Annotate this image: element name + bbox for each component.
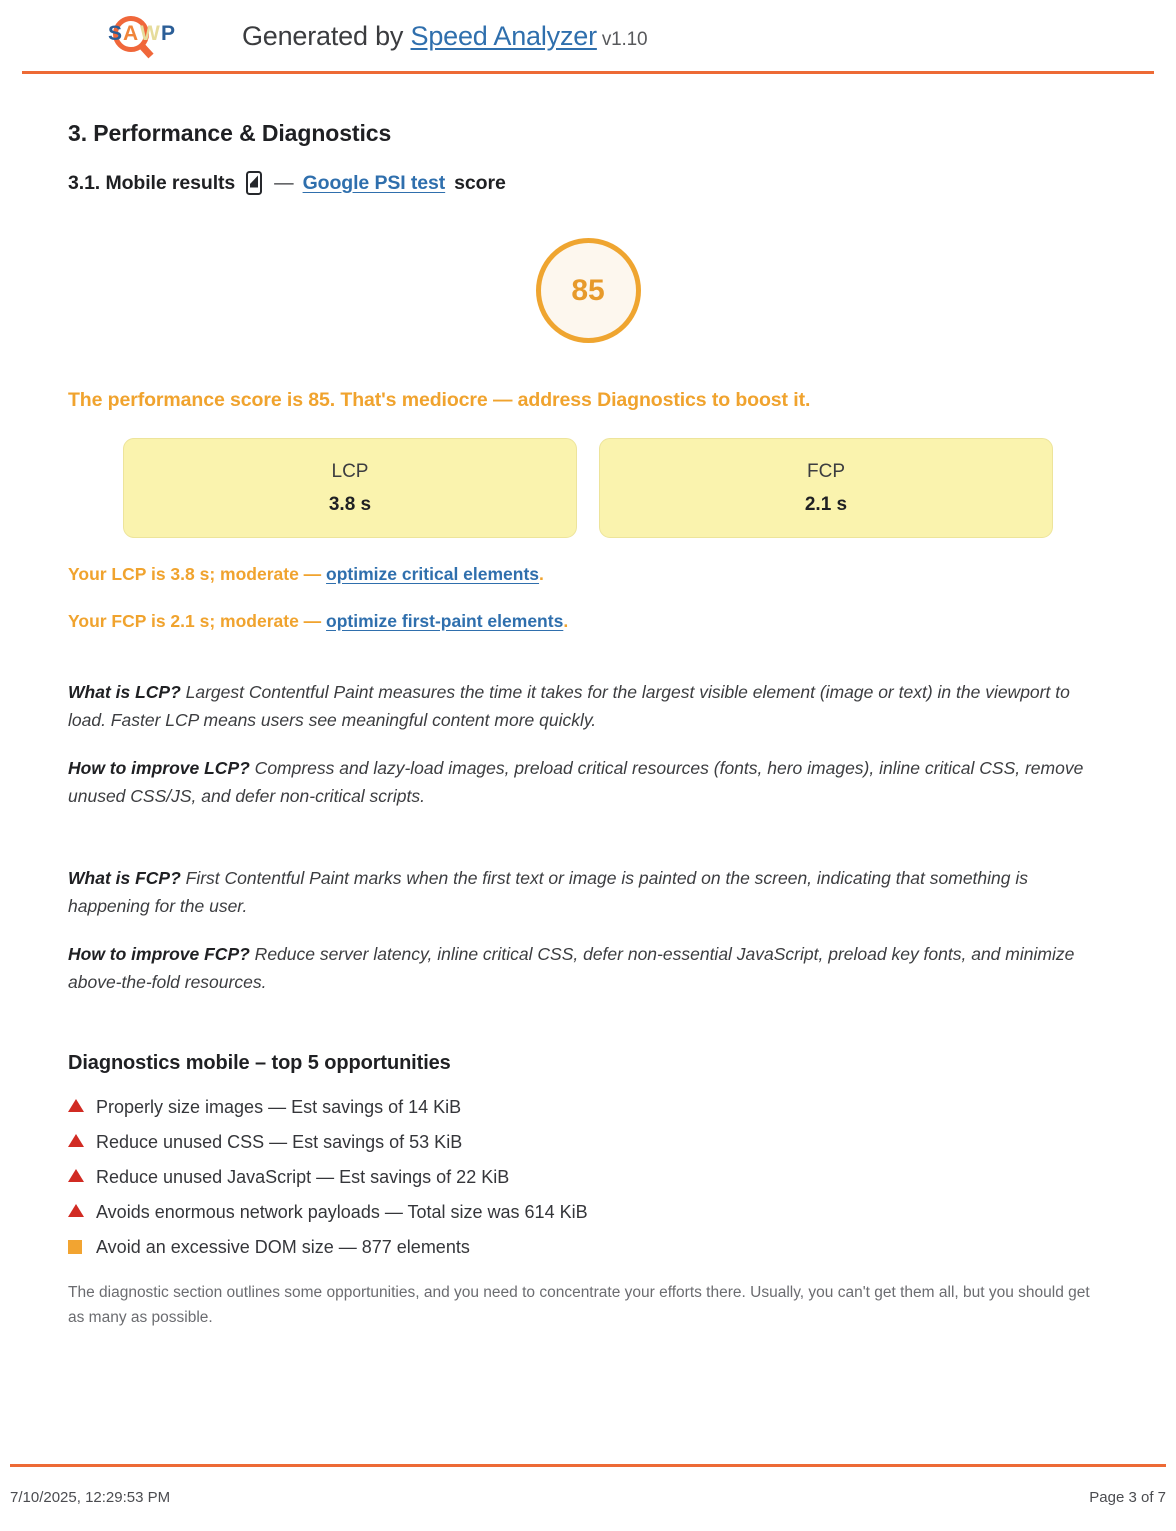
optimize-critical-elements-link[interactable]: optimize critical elements [326,564,540,584]
explainer-how-to-improve-lcp [68,754,1108,810]
mobile-phone-icon [246,171,262,195]
metric-value: 3.8 s [328,493,372,515]
header-divider [22,71,1154,74]
page-content [0,78,1176,1346]
performance-score-gauge [536,238,641,343]
metric-cards [68,438,1108,538]
lcp-note-tail: . [539,564,544,584]
header-title-prefix: Generated by [242,20,404,51]
diagnostic-text: Reduce unused JavaScript — Est savings of 22 KiB [96,1166,510,1187]
diagnostics-list [68,1097,1108,1258]
diagnostic-text: Avoid an excessive DOM size — 877 elements [96,1236,470,1257]
diagnostics-note: The diagnostic section outlines some opportunities, and you need to concentrate your efforts there. Usually, you can't get them all, but you should get as many as possible. [68,1283,1090,1327]
metric-label: FCP [807,460,845,482]
metric-card-fcp [599,438,1053,538]
explainer-what-is-fcp [68,864,1108,920]
google-psi-test-link[interactable]: Google PSI test [302,171,446,194]
subsection-heading [68,171,1108,195]
svg-text:S: S [108,22,123,45]
warning-triangle-icon [68,1099,84,1112]
metric-value: 2.1 s [804,493,848,515]
mobile-phone-glyph [246,171,262,195]
explainer-answer: First Contentful Paint marks when the first text or image is painted on the screen, indicating that something is happening for the user. [68,867,1029,916]
svg-text:P: P [161,22,176,45]
svg-text:W: W [140,22,160,45]
page-footer [0,1441,1176,1531]
explainer-question: What is LCP? [68,682,181,702]
performance-score-value: 85 [571,273,605,307]
header-inner [0,0,1176,72]
lcp-note [68,564,1108,585]
header-title [242,21,647,52]
explainer-answer: Reduce server latency, inline critical CSS, defer non-essential JavaScript, preload key fonts, and minimize above-the-fold resources. [68,943,1075,992]
list-item [68,1202,1108,1223]
sawp-logo-icon [100,13,192,59]
warning-square-icon [68,1240,82,1254]
explainer-answer: Compress and lazy-load images, preload critical resources (fonts, hero images), inline critical CSS, remove unused CSS/JS, and defer non-critical scripts. [68,758,1084,806]
footer-row [10,1489,1166,1506]
explainer-question: How to improve FCP? [68,943,250,964]
diagnostic-text: Avoids enormous network payloads — Total size was 614 KiB [96,1201,588,1222]
sawp-logo [100,13,192,59]
explainer-block [68,678,1108,996]
warning-triangle-icon [68,1169,84,1182]
explainer-question: What is FCP? [68,867,181,888]
explainer-answer: Largest Contentful Paint measures the time it takes for the largest visible element (image or text) in the viewport to load. Faster LCP means users see meaningful content more quickly. [68,682,1070,730]
diagnostic-text: Properly size images — Est savings of 14 KiB [96,1096,462,1117]
lcp-note-text: Your LCP is 3.8 s; moderate — [68,564,327,584]
score-gauge-wrap [68,238,1108,343]
performance-verdict: The performance score is 85. That's mediocre — address Diagnostics to boost it. [68,389,811,411]
svg-text:A: A [123,22,139,45]
footer-divider [10,1464,1166,1467]
subsection-dash: — [274,171,294,194]
explainer-what-is-lcp [68,678,1108,734]
list-item [68,1237,1108,1258]
diagnostic-text: Reduce unused CSS — Est savings of 53 KiB [96,1131,463,1152]
list-item [68,1097,1108,1118]
subsection-label: 3.1. Mobile results [68,171,236,194]
footer-timestamp: 7/10/2025, 12:29:53 PM [10,1489,171,1506]
explainer-spacer [68,828,1108,844]
optimize-first-paint-elements-link[interactable]: optimize first-paint elements [326,611,564,631]
explainer-question: How to improve LCP? [68,758,250,778]
metric-label: LCP [331,460,369,482]
footer-page-number: Page 3 of 7 [1089,1489,1166,1506]
warning-triangle-icon [68,1134,84,1147]
speed-analyzer-link[interactable]: Speed Analyzer [410,20,597,51]
fcp-note [68,611,1108,632]
metric-card-lcp [123,438,577,538]
warning-triangle-icon [68,1204,84,1217]
page-header [0,0,1176,78]
explainer-how-to-improve-fcp [68,940,1108,996]
list-item [68,1167,1108,1188]
header-version: v1.10 [601,28,648,50]
fcp-note-tail: . [563,611,569,631]
diagnostics-title: Diagnostics mobile – top 5 opportunities [68,1051,451,1074]
subsection-suffix: score [454,171,506,194]
fcp-note-text: Your FCP is 2.1 s; moderate — [68,611,327,631]
list-item [68,1132,1108,1153]
page-title: 3. Performance & Diagnostics [68,120,392,146]
